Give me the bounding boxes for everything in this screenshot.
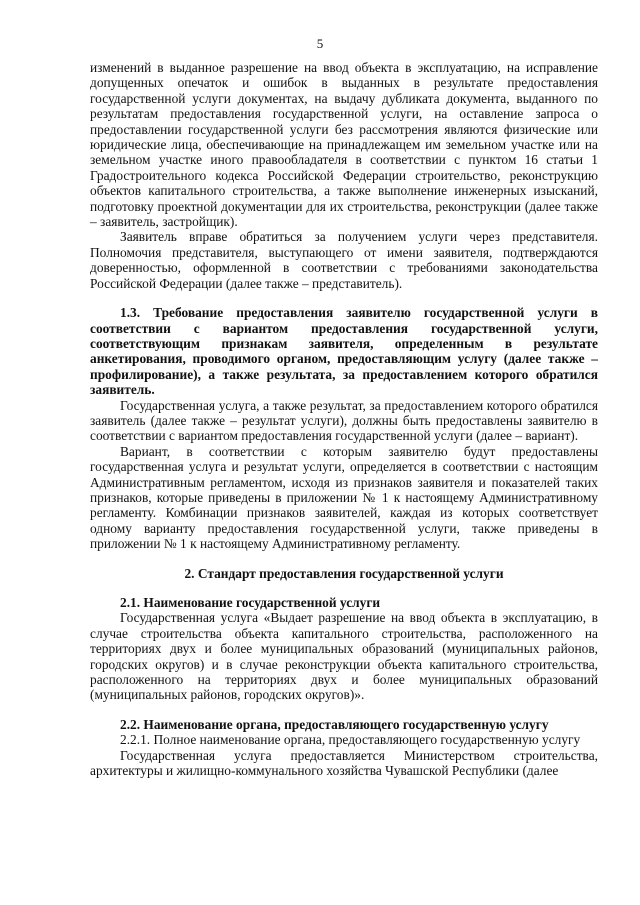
section-heading-1-3: 1.3. Требование предоставления заявителю государственной услуги в соответствии с вариантом предоставления государственной услуги, соответствующим признакам заявителя, определенным в результате анкетирования, проводимого органом, предоставляющим услугу (далее также – профилирование), а также результата, за предоставлением которого обратился заявитель. [90,305,598,398]
section-heading-2-1: 2.1. Наименование государственной услуги [120,595,381,610]
paragraph-variant-result: Государственная услуга, а также результат, за предоставлением которого обратился заявитель (далее также – результат услуги), должны быть предоставлены заявителю в соответствии с вариантом предоставления государственной услуги (далее – вариант). [90,397,598,444]
paragraph-representative: Заявитель вправе обратиться за получением услуги через представителя. Полномочия представителя, выступающего от имени заявителя, подтверждаются доверенностью, оформленной в соответствии с требованиями законодательства Российской Федерации (далее также – представитель). [90,229,598,291]
paragraph-variant-definition: Вариант, в соответствии с которым заявителю будут предоставлены государственная услуга и результат услуги, определяется в соответствии с настоящим Административным регламентом, исходя из признаков заявителя и показателей таких признаков, которые приведены в приложении № 1 к настоящему Административному регламенту. Комбинации признаков заявителей, каждая из которых соответствует одному варианту предоставления государственной услуги, также приведены в приложении № 1 к настоящему Административному регламенту. [90,443,598,552]
document-body [90,60,598,778]
section-heading-2-2: 2.2. Наименование органа, предоставляющего государственную услугу [120,716,549,732]
paragraph-2-2-1: 2.2.1. Полное наименование органа, предоставляющего государственную услугу [120,732,581,748]
section-heading-2: 2. Стандарт предоставления государственной услуги [184,565,504,581]
paragraph-service-name: Государственная услуга «Выдает разрешение на ввод объекта в эксплуатацию, в случае строительства объекта капитального строительства, расположенного на территориях двух и более муниципальных образований (муниципальных районов, городских округов) и в случае реконструкции объекта капитального строительства, расположенного на территориях двух и более муниципальных образований (муниципальных районов, городских округов)». [90,610,598,703]
paragraph-applicants: изменений в выданное разрешение на ввод объекта в эксплуатацию, на исправление допущенных опечаток и ошибок в выданных в результате предоставления государственной услуги документах, на выдачу дубликата документа, выданного по результатам предоставления государственной услуги, на оставление запроса о предоставлении государственной услуги без рассмотрения являются физические или юридические лица, обеспечивающие на принадлежащем им земельном участке или на земельном участке иного правообладателя в соответствии с пунктом 16 статьи 1 Градостроительного кодекса Российской Федерации строительство, реконструкцию объектов капитального строительства, а также выполнение инженерных изысканий, подготовку проектной документации для их строительства, реконструкции (далее также – заявитель, застройщик). [90,60,598,230]
paragraph-ministry: Государственная услуга предоставляется Министерством строительства, архитектуры и жилищно-коммунального хозяйства Чувашской Республики (далее [90,747,598,779]
page-number: 5 [316,36,324,51]
